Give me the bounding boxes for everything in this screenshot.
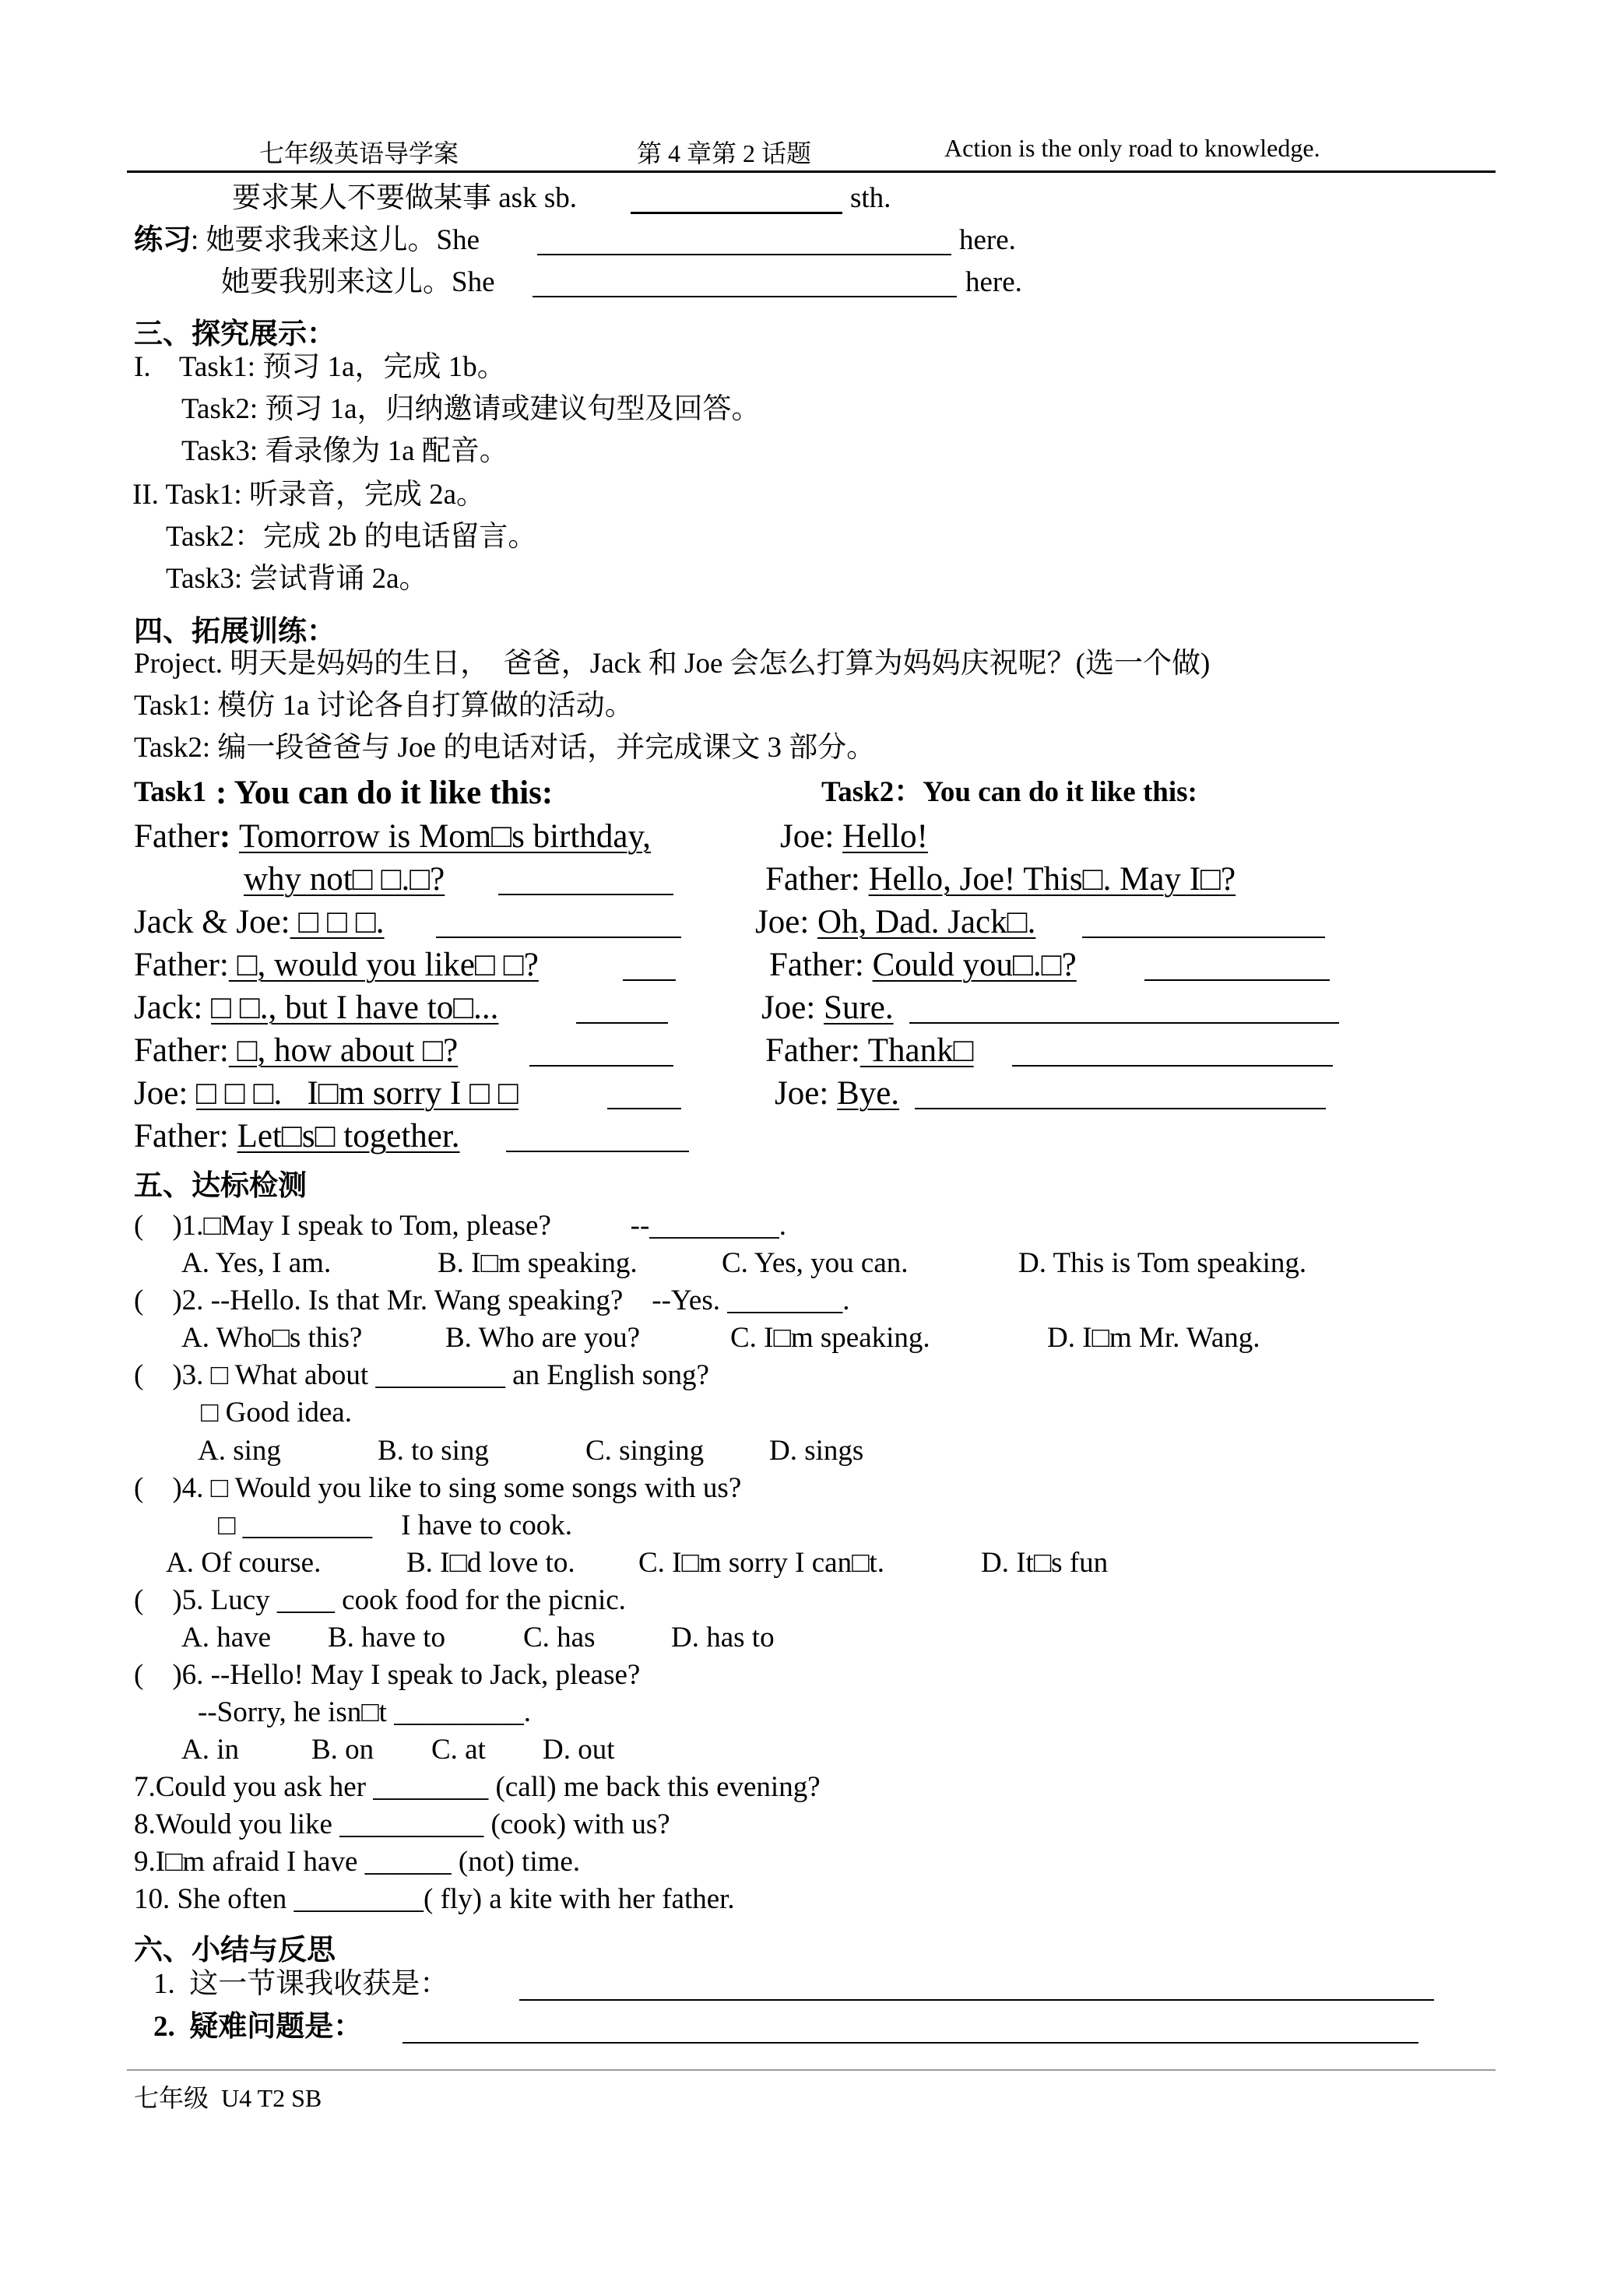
answer-line: □ _________ I have to cook. xyxy=(218,1509,572,1541)
blank-line xyxy=(607,1108,681,1109)
reflection-q2: 2. 疑难问题是： xyxy=(153,2011,363,2043)
task1-title: : You can do it like this: xyxy=(216,775,554,811)
dialog2-sep: : xyxy=(819,1075,838,1112)
dialog2-text: Could you□.□? xyxy=(872,947,1077,983)
blank-line xyxy=(506,1151,689,1152)
top-line-3: 她要我别来这儿。She xyxy=(221,266,495,298)
dialog1-line xyxy=(134,817,651,856)
blank-line xyxy=(402,2042,1418,2044)
blank-line xyxy=(529,1065,673,1067)
footer-rule xyxy=(127,2069,1496,2071)
blank-line xyxy=(519,1999,1434,2001)
question-line: 9.I□m afraid I have ______ (not) time. xyxy=(134,1846,581,1878)
dialog2-line xyxy=(761,989,894,1027)
dialog2-line xyxy=(775,1074,899,1112)
dialog2-text: Bye. xyxy=(837,1075,900,1112)
task1-label: Task1 xyxy=(134,776,207,808)
dialog1-line xyxy=(134,946,539,984)
dialog2-text: Hello! xyxy=(842,818,928,855)
dialog1-line xyxy=(134,903,385,941)
top-line-1: 要求某人不要做某事 ask sb. xyxy=(232,182,577,214)
dialog1-sep: : xyxy=(193,989,212,1026)
dialog2-text: Sure. xyxy=(824,989,894,1026)
dialog1-sep: : xyxy=(219,818,239,855)
dialog2-line xyxy=(765,1032,974,1070)
option: D. out xyxy=(543,1734,615,1766)
option: C. Yes, you can. xyxy=(722,1247,909,1279)
option: C. I□m speaking. xyxy=(730,1322,930,1354)
question-line: ( )4. □ Would you like to sing some songs with us? xyxy=(134,1472,742,1504)
question-line: ( )3. □ What about _________ an English song? xyxy=(134,1359,709,1391)
answer-line: --Sorry, he isn□t _________. xyxy=(198,1696,531,1728)
footer-text: 七年级 U4 T2 SB xyxy=(134,2084,322,2112)
option: D. I□m Mr. Wang. xyxy=(1047,1322,1260,1354)
option: D. This is Tom speaking. xyxy=(1018,1247,1307,1279)
section-4-title: 四、拓展训练： xyxy=(134,616,336,648)
section-4-line: Task1: 模仿 1a 讨论各自打算做的活动。 xyxy=(134,690,634,722)
dialog2-speaker: Joe xyxy=(755,904,800,940)
dialog1-line xyxy=(134,1032,458,1070)
option: A. in xyxy=(181,1734,239,1766)
blank-line xyxy=(1012,1065,1333,1067)
section-3-line: Task3: 看录像为 1a 配音。 xyxy=(181,435,508,467)
dialog1-line xyxy=(134,989,498,1027)
header-right: Action is the only road to knowledge. xyxy=(944,134,1320,162)
dialog1-text: □, would you like□ □? xyxy=(228,947,539,983)
option: B. have to xyxy=(328,1622,446,1654)
top-line-2: : 她要求我来这儿。She xyxy=(191,224,480,256)
option: B. Who are you? xyxy=(445,1322,641,1354)
dialog1-line xyxy=(134,1074,518,1112)
option: D. sings xyxy=(769,1435,864,1467)
question-line: 7.Could you ask her ________ (call) me back this evening? xyxy=(134,1771,821,1803)
option: A. have xyxy=(181,1622,272,1654)
dialog1-speaker: Father xyxy=(134,818,220,855)
section-3-line: Task2: 预习 1a，归纳邀请或建议句型及回答。 xyxy=(181,393,761,425)
top-line-3-end: here. xyxy=(965,266,1022,298)
dialog2-speaker: Joe xyxy=(761,989,807,1026)
dialog1-sep: : xyxy=(280,904,290,940)
practice-label: 练习 xyxy=(134,224,192,256)
section-6-title: 六、小结与反思 xyxy=(134,1935,336,1966)
dialog2-speaker: Father xyxy=(765,861,851,898)
dialog1-text: □ □ □. I□m sorry I □ □ xyxy=(196,1075,518,1112)
option: B. I□m speaking. xyxy=(438,1247,638,1279)
question-line: 10. She often _________( fly) a kite with her father. xyxy=(134,1883,735,1915)
blank-line xyxy=(631,212,842,214)
dialog2-speaker: Joe xyxy=(775,1075,820,1112)
option: B. to sing xyxy=(378,1435,489,1467)
dialog1-sep: : xyxy=(178,1075,197,1112)
answer-line: □ Good idea. xyxy=(201,1397,352,1429)
blank-line xyxy=(436,937,681,938)
option: C. has xyxy=(523,1622,596,1654)
dialog2-text: Thank□ xyxy=(859,1032,974,1069)
option: C. at xyxy=(431,1734,486,1766)
blank-line xyxy=(533,296,957,297)
dialog2-line xyxy=(755,903,1035,941)
header-left: 七年级英语导学案 xyxy=(259,139,459,167)
blank-line xyxy=(1082,937,1325,938)
option: D. It□s fun xyxy=(981,1547,1109,1579)
option: B. on xyxy=(311,1734,374,1766)
dialog2-line xyxy=(765,860,1236,898)
dialog2-sep: : xyxy=(824,818,843,855)
dialog1-speaker: Father xyxy=(134,1032,220,1069)
blank-line xyxy=(498,894,673,895)
dialog2-speaker: Joe xyxy=(780,818,825,855)
task2-title: Task2：You can do it like this: xyxy=(821,776,1197,808)
dialog1-text: □ □ □. xyxy=(290,904,385,940)
section-3-line: I. Task1: 预习 1a，完成 1b。 xyxy=(134,351,506,383)
option: C. I□m sorry I can□t. xyxy=(638,1547,884,1579)
top-line-1-end: sth. xyxy=(850,182,891,214)
blank-line xyxy=(623,979,676,981)
option: C. singing xyxy=(585,1435,705,1467)
question-line: ( )2. --Hello. Is that Mr. Wang speaking? --Yes. ________. xyxy=(134,1285,850,1316)
dialog1-speaker: Father xyxy=(134,947,220,983)
dialog1-text: □ □., but I have to□... xyxy=(211,989,499,1026)
option: A. Of course. xyxy=(166,1547,322,1579)
blank-line xyxy=(915,1108,1326,1109)
section-3-title: 三、探究展示： xyxy=(134,318,336,350)
header-rule xyxy=(127,170,1496,173)
header-center: 第 4 章第 2 话题 xyxy=(637,139,812,167)
dialog2-speaker: Father xyxy=(765,1032,851,1069)
option: A. Who□s this? xyxy=(181,1322,363,1354)
blank-line xyxy=(537,254,951,255)
dialog1-speaker: Jack & Joe xyxy=(134,904,281,940)
dialog1-sep: : xyxy=(219,1118,237,1155)
dialog1-text: Let□s□ together. xyxy=(237,1118,460,1155)
dialog2-sep: : xyxy=(800,904,818,940)
dialog1-speaker: Jack xyxy=(134,989,194,1026)
dialog2-sep: : xyxy=(850,1032,860,1069)
dialog1-text: Tomorrow is Mom□s birthday, xyxy=(238,818,651,855)
option: A. sing xyxy=(198,1435,281,1467)
dialog2-text: Oh, Dad. Jack□. xyxy=(817,904,1036,940)
blank-line xyxy=(909,1022,1339,1024)
dialog1-text: why not□ □.□? xyxy=(244,861,445,898)
dialog2-line xyxy=(769,946,1077,984)
question-line: ( )6. --Hello! May I speak to Jack, please? xyxy=(134,1659,641,1691)
question-line: ( )5. Lucy ____ cook food for the picnic. xyxy=(134,1584,626,1616)
dialog1-sep: : xyxy=(219,947,229,983)
dialog2-sep: : xyxy=(854,947,873,983)
dialog2-speaker: Father xyxy=(769,947,855,983)
blank-line xyxy=(576,1022,668,1024)
dialog1-line xyxy=(244,860,445,898)
section-5-title: 五、达标检测 xyxy=(134,1170,307,1202)
section-3-line: Task3: 尝试背诵 2a。 xyxy=(166,563,428,595)
option: B. I□d love to. xyxy=(406,1547,575,1579)
dialog1-speaker: Father xyxy=(134,1118,220,1155)
reflection-q1: 1. 这一节课我收获是： xyxy=(153,1968,449,2000)
section-3-line: Task2：完成 2b 的电话留言。 xyxy=(166,521,537,553)
dialog1-line xyxy=(134,1117,460,1155)
dialog1-text: □, how about □? xyxy=(228,1032,459,1069)
dialog1-sep: : xyxy=(219,1032,229,1069)
option: D. has to xyxy=(671,1622,775,1654)
dialog2-sep: : xyxy=(850,861,869,898)
section-4-line: Task2: 编一段爸爸与 Joe 的电话对话，并完成课文 3 部分。 xyxy=(134,732,876,764)
dialog2-sep: : xyxy=(806,989,824,1026)
blank-line xyxy=(1144,979,1330,981)
section-4-line: Project. 明天是妈妈的生日， 爸爸，Jack 和 Joe 会怎么打算为妈妈庆祝呢？(选一个做) xyxy=(134,648,1211,680)
dialog1-speaker: Joe xyxy=(134,1075,179,1112)
option: A. Yes, I am. xyxy=(181,1247,332,1279)
section-3-line: II. Task1: 听录音，完成 2a。 xyxy=(132,479,486,511)
question-line: 8.Would you like __________ (cook) with us? xyxy=(134,1808,670,1840)
dialog2-line xyxy=(780,817,928,856)
dialog2-text: Hello, Joe! This□. May I□? xyxy=(868,861,1236,898)
question-line: ( )1.□May I speak to Tom, please? --_________. xyxy=(134,1210,787,1242)
top-line-2-end: here. xyxy=(959,224,1016,256)
